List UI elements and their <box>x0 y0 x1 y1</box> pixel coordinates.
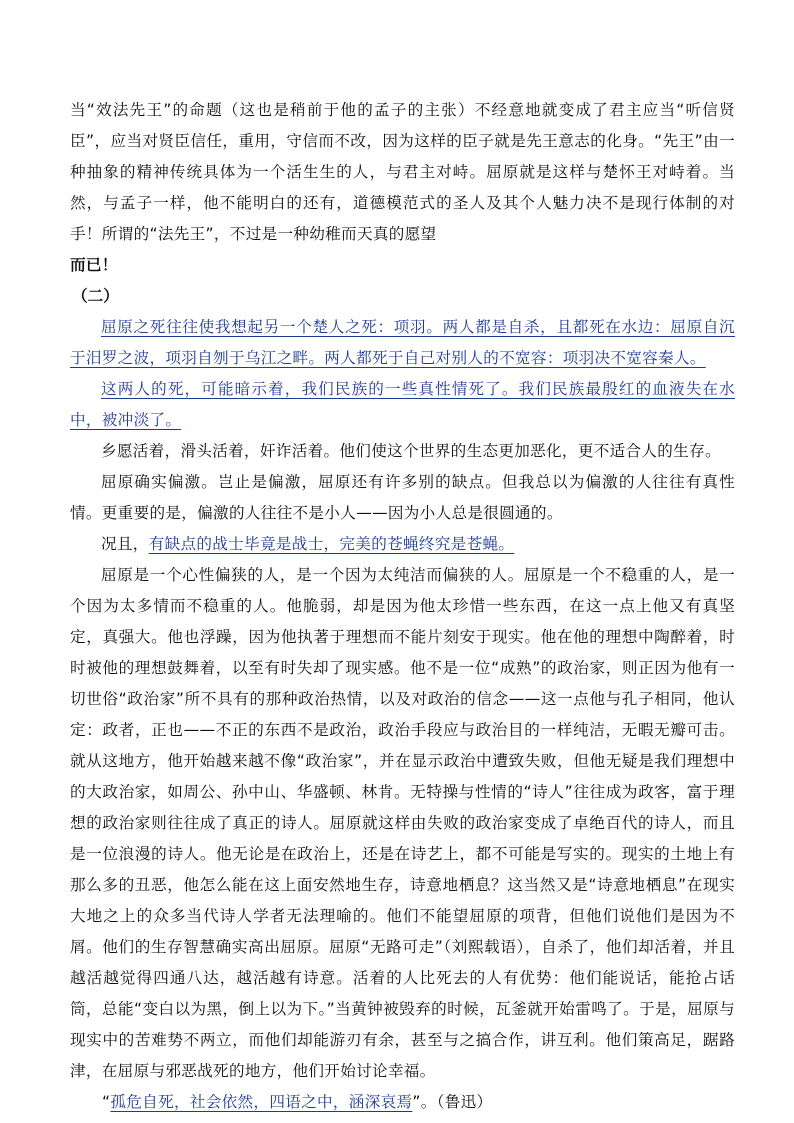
paragraph-1 <box>70 95 735 281</box>
paragraph-1-end: 而已！ <box>70 256 118 274</box>
paragraph-2 <box>70 312 735 374</box>
paragraph-3 <box>70 374 735 436</box>
section-label: （二） <box>72 287 119 305</box>
paragraph-4: 乡愿活着，滑头活着，奸诈活着。他们使这个世界的生态更加恶化，更不适合人的生存。 <box>101 442 721 460</box>
document-page <box>70 95 735 1118</box>
paragraph-6 <box>70 529 735 560</box>
paragraph-6-prefix: 况且， <box>101 535 149 553</box>
paragraph-1-body: 当“效法先王”的命题（这也是稍前于他的孟子的主张）不经意地就变成了君主应当“听信贤臣”，应当对贤臣信任，重用，守信而不改，因为这样的臣子就是先王意志的化身。“先王”由一种抽象的精神传统具体为一个活生生的人，与君主对峙。屈原就是这样与楚怀王对峙着。当然，与孟子一样，他不能明白的还有，道德模范式的圣人及其个人魅力决不是现行体制的对手！所谓的“法先王”，不过是一种幼稚而天真的愿望 <box>70 101 735 243</box>
paragraph-8-highlight: 孤危自死，社会依然，四语之中，涵深哀焉 <box>110 1093 413 1111</box>
paragraph-8 <box>70 1087 735 1118</box>
paragraph-6-highlight: 有缺点的战士毕竟是战士，完美的苍蝇终究是苍蝇。 <box>148 535 515 553</box>
paragraph-3-highlight: 这两人的死，可能暗示着，我们民族的一些真性情死了。我们民族最殷红的血液失在水中，被冲淡了。 <box>70 380 735 429</box>
paragraph-8-close-quote: ” <box>412 1093 421 1111</box>
paragraph-8-open-quote: “ <box>102 1093 111 1111</box>
paragraph-2-highlight: 屈原之死往往使我想起另一个楚人之死：项羽。两人都是自杀，且都死在水边：屈原自沉于汨罗之波，项羽自刎于乌江之畔。两人都死于自己对别人的不宽容：项羽决不宽容秦人。 <box>70 318 735 367</box>
paragraph-5: 屈原确实偏激。岂止是偏激，屈原还有许多别的缺点。但我总以为偏激的人往往有真性情。更重要的是，偏激的人往往不是小人——因为小人总是很圆通的。 <box>70 473 735 522</box>
paragraph-8-source: 。（鲁迅） <box>420 1093 493 1111</box>
paragraph-7: 屈原是一个心性偏狭的人，是一个因为太纯洁而偏狭的人。屈原是一个不稳重的人，是一个因为太多情而不稳重的人。他脆弱，却是因为他太珍惜一些东西，在这一点上他又有真坚定，真强大。他也浮躁，因为他执著于理想而不能片刻安于现实。他在他的理想中陶醉着，时时被他的理想鼓舞着，以至有时失却了现实感。他不是一位“成熟”的政治家，则正因为他有一切世俗“政治家”所不具有的那种政治热情，以及对政治的信念——这一点他与孔子相同，他认定：政者，正也——不正的东西不是政治，政治手段应与政治目的一样纯洁，无暇无瓣可击。就从这地方，他开始越来越不像“政治家”，并在显示政治中遭致失败，但他无疑是我们理想中的大政治家，如周公、孙中山、华盛顿、林肯。无特操与性情的“诗人”往往成为政客，富于理想的政治家则往往成了真正的诗人。屈原就这样由失败的政治家变成了卓绝百代的诗人，而且是一位浪漫的诗人。他无论是在政治上，还是在诗艺上，都不可能是写实的。现实的土地上有那么多的丑恶，他怎么能在这上面安然地生存，诗意地栖息？这当然又是“诗意地栖息”在现实大地之上的众多当代诗人学者无法理喻的。他们不能望屈原的项背，但他们说他们是因为不屑。他们的生存智慧确实高出屈原。屈原“无路可走”（刘熙载语），自杀了，他们却活着，并且越活越觉得四通八达，越活越有诗意。活着的人比死去的人有优势：他们能说话，能抢占话筒，总能“变白以为黑，倒上以为下。”当黄钟被毁弃的时候，瓦釜就开始雷鸣了。于是，屈原与现实中的苦难势不两立，而他们却能游刃有余，甚至与之搞合作，讲互利。他们策高足，踞路津，在屈原与邪恶战死的地方，他们开始讨论幸福。 <box>70 566 735 1080</box>
